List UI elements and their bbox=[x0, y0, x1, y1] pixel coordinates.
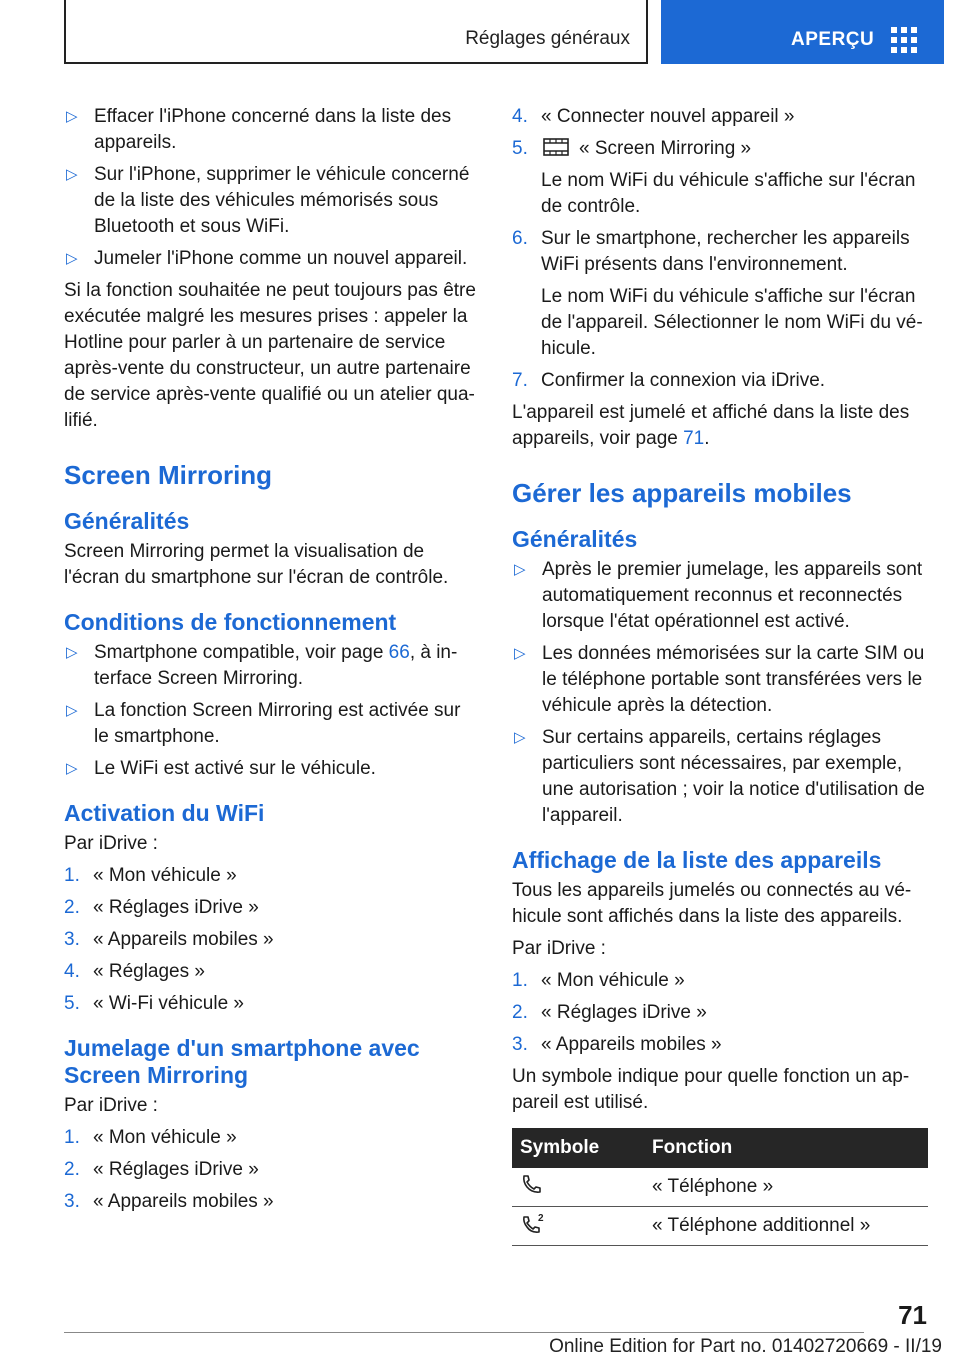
page-number: 71 bbox=[898, 1300, 927, 1330]
header-section-box bbox=[64, 0, 648, 64]
bullet-triangle-icon: ▷ bbox=[514, 645, 526, 662]
heading-gerer-appareils: Gérer les appareils mobiles bbox=[512, 478, 852, 508]
paragraph-liste: Tous les appareils jumelés ou connectés au véhicule sont affichés dans la liste des appareils. bbox=[512, 880, 912, 927]
phone-2-icon bbox=[520, 1212, 546, 1234]
step-item: 1. « Mon véhicule » bbox=[512, 970, 685, 991]
step-item: 7. Confirmer la connexion via iDrive. bbox=[512, 370, 826, 391]
table-header-symbole: Symbole bbox=[512, 1128, 644, 1168]
step-item: 6. Sur le smartphone, rechercher les appareils WiFi présents dans l'environnement. bbox=[512, 228, 910, 275]
page-link[interactable]: 71 bbox=[683, 428, 705, 449]
table-cell-function: « Téléphone additionnel » bbox=[644, 1207, 928, 1246]
grid-menu-icon bbox=[891, 27, 917, 53]
bullet-triangle-icon: ▷ bbox=[514, 729, 526, 746]
list-item: ▷ Jumeler l'iPhone comme un nouvel appareil. bbox=[64, 246, 480, 272]
heading-wifi: Activation du WiFi bbox=[64, 800, 265, 826]
step-item: 4. « Réglages » bbox=[64, 961, 205, 982]
heading-jumelage: Jumelage d'un smartphone avec Screen Mirroring bbox=[64, 1035, 420, 1088]
table-row bbox=[512, 1207, 928, 1246]
list-item: ▷ Après le premier jumelage, les appareils sont automatiquement reconnus et reconnectés lorsque l'état opérationnel est activé. bbox=[514, 559, 923, 632]
heading-conditions: Conditions de fonctionnement bbox=[64, 609, 397, 635]
list-item: ▷ La fonction Screen Mirroring est activée sur le smartphone. bbox=[66, 700, 461, 747]
step-note: Le nom WiFi du véhicule s'affiche sur l'écran de contrôle. bbox=[541, 170, 916, 217]
table-cell-symbol bbox=[512, 1207, 644, 1246]
bullet-triangle-icon: ▷ bbox=[66, 108, 78, 125]
table-cell-symbol bbox=[512, 1168, 644, 1207]
bullet-triangle-icon: ▷ bbox=[66, 166, 78, 183]
step-item: 3. « Appareils mobiles » bbox=[512, 1034, 722, 1055]
heading-generalites: Généralités bbox=[512, 526, 638, 552]
heading-affichage-liste: Affichage de la liste des appareils bbox=[512, 847, 882, 873]
step-item: 3. « Appareils mobiles » bbox=[64, 929, 274, 950]
list-item: ▷ Le WiFi est activé sur le véhicule. bbox=[64, 756, 480, 782]
page-link[interactable]: 66 bbox=[388, 642, 410, 663]
list-item: ▷ Sur certains appareils, certains réglages particuliers sont nécessaires, par exemple, une autorisation ; voir la notice d'utilisation de l'appareil. bbox=[514, 727, 925, 826]
paragraph-jumele: L'appareil est jumelé et affiché dans la liste des appareils, voir page 71. bbox=[512, 402, 910, 449]
step-item: 2. « Réglages iDrive » bbox=[512, 1002, 707, 1023]
heading-generalites: Généralités bbox=[64, 508, 190, 534]
left-column bbox=[64, 104, 480, 1221]
paragraph-par-idrive: Par iDrive : bbox=[512, 938, 606, 959]
bullet-triangle-icon: ▷ bbox=[66, 644, 78, 661]
list-item: ▷ Les données mémorisées sur la carte SIM ou le téléphone portable sont transférées vers le véhicule après la détection. bbox=[514, 643, 925, 716]
paragraph-par-idrive: Par iDrive : bbox=[64, 1095, 158, 1116]
table-cell-function: « Téléphone » bbox=[644, 1168, 928, 1207]
paragraph-par-idrive: Par iDrive : bbox=[64, 833, 158, 854]
bullet-triangle-icon: ▷ bbox=[66, 250, 78, 267]
bullet-triangle-icon: ▷ bbox=[514, 561, 526, 578]
bullet-triangle-icon: ▷ bbox=[66, 760, 78, 777]
step-item: 2. « Réglages iDrive » bbox=[64, 1159, 259, 1180]
paragraph-general: Screen Mirroring permet la visualisation de l'écran du smartphone sur l'écran de contrôle. bbox=[64, 541, 449, 588]
list-item: ▷ Smartphone compatible, voir page 66, à interface Screen Mirroring. bbox=[66, 642, 458, 689]
footer-divider bbox=[64, 1332, 864, 1333]
right-column bbox=[512, 104, 928, 1246]
overview-nav-label: APERÇU bbox=[791, 29, 875, 50]
paragraph-symbole: Un symbole indique pour quelle fonction un appareil est utilisé. bbox=[512, 1066, 910, 1113]
table-header-fonction: Fonction bbox=[644, 1128, 928, 1168]
overview-nav-button[interactable] bbox=[661, 0, 944, 64]
svg-text:2: 2 bbox=[538, 1213, 544, 1224]
list-item: ▷ Effacer l'iPhone concerné dans la liste des appareils. bbox=[66, 106, 452, 153]
step-item: 1. « Mon véhicule » bbox=[64, 1127, 237, 1148]
paragraph-hotline: Si la fonction souhaitée ne peut toujours pas être exécutée malgré les mesures prises : appeler la Hotline pour parler à un partenaire de service après-vente du constructeur, un autre partenaire de service après-vente qualifié ou un atelier qualifié. bbox=[64, 280, 476, 431]
step-item: 3. « Appareils mobiles » bbox=[64, 1191, 274, 1212]
header-section-title: Réglages généraux bbox=[465, 28, 630, 49]
step-item: 5. « Wi-Fi véhicule » bbox=[64, 993, 244, 1014]
table-row bbox=[512, 1168, 928, 1207]
symbol-table bbox=[512, 1128, 928, 1246]
bullet-triangle-icon: ▷ bbox=[66, 702, 78, 719]
step-item: 4. « Connecter nouvel appareil » bbox=[512, 106, 795, 127]
heading-screen-mirroring: Screen Mirroring bbox=[64, 460, 273, 490]
footer-edition: Online Edition for Part no. 01402720669 - II/19 bbox=[549, 1336, 942, 1357]
step-note: Le nom WiFi du véhicule s'affiche sur l'écran de l'appareil. Sélectionner le nom WiFi du véhicule. bbox=[541, 286, 923, 359]
step-item: 5. « Screen Mirroring » bbox=[512, 138, 752, 159]
phone-icon bbox=[520, 1173, 542, 1195]
screen-mirroring-icon bbox=[543, 138, 569, 156]
step-item: 2. « Réglages iDrive » bbox=[64, 897, 259, 918]
step-item: 1. « Mon véhicule » bbox=[64, 865, 237, 886]
table-header-row bbox=[512, 1128, 928, 1168]
list-item: ▷ Sur l'iPhone, supprimer le véhicule concerné de la liste des véhicules mémorisés sous Bluetooth et sous WiFi. bbox=[66, 164, 470, 237]
